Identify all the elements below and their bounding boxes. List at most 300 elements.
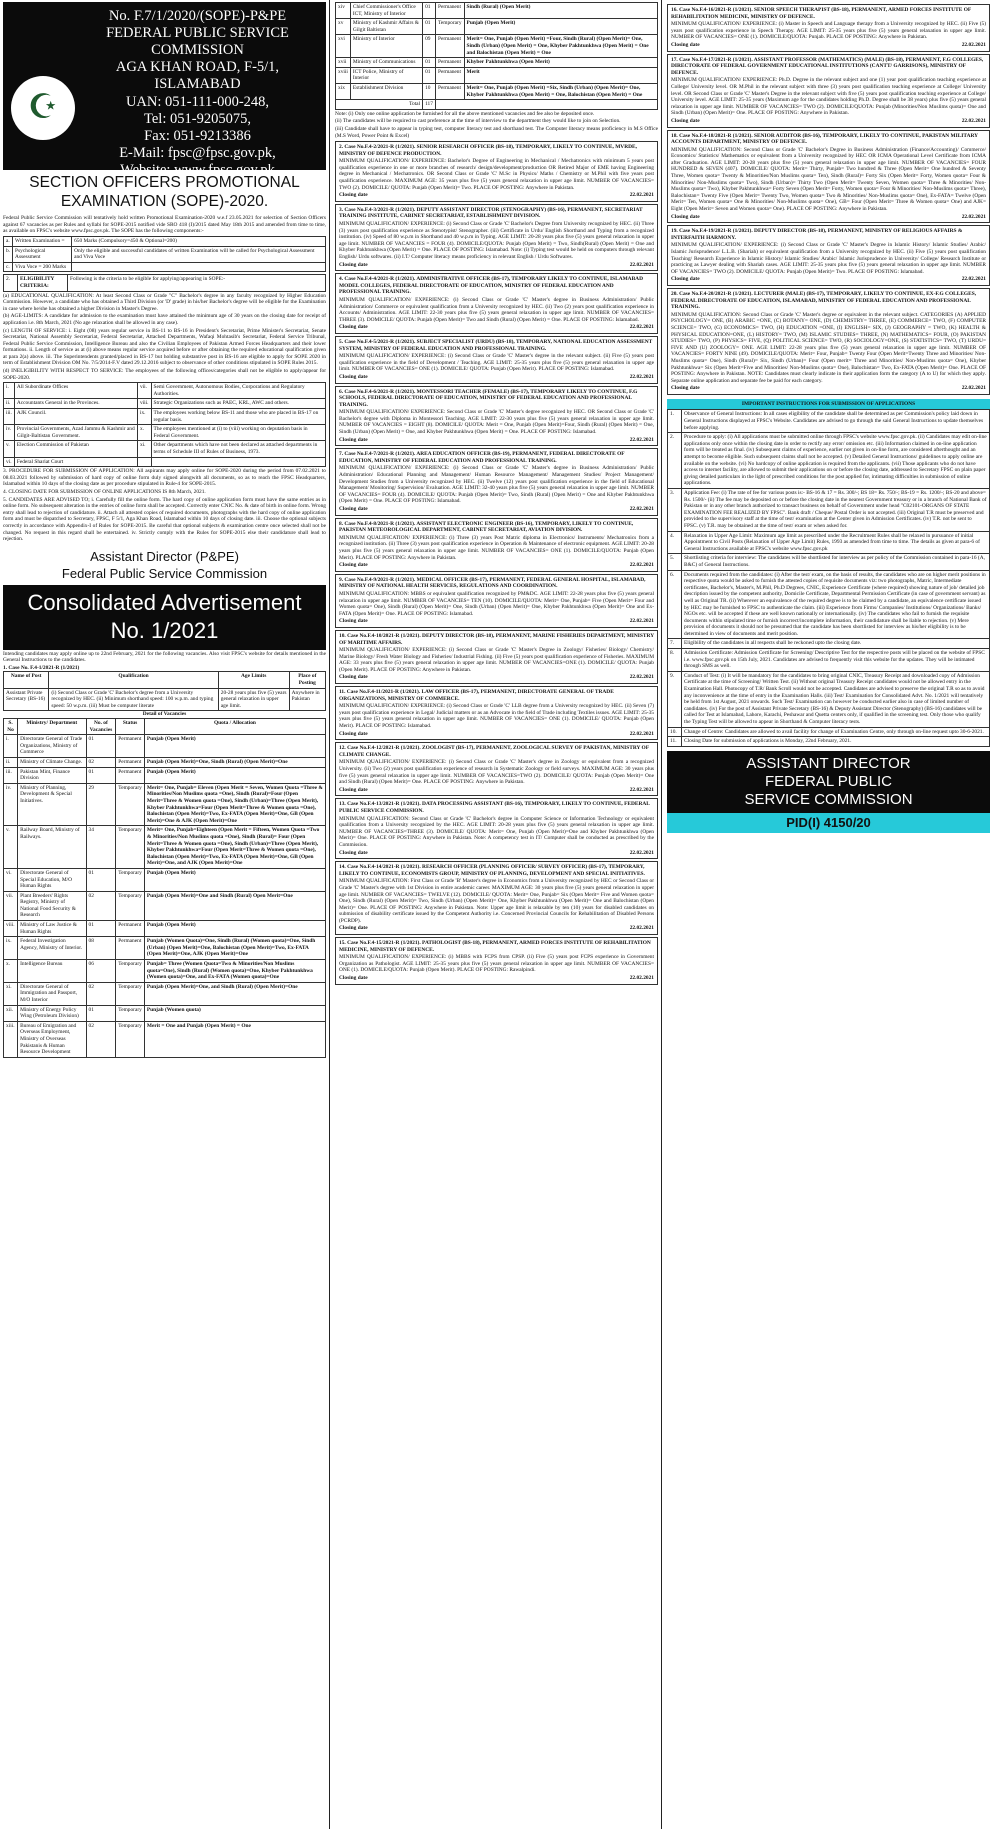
vacancy-cell: viii. xyxy=(4,921,18,937)
vacancy-table xyxy=(3,718,326,1058)
instruction-number: 3. xyxy=(668,489,682,532)
instruction-text: Conduct of Test: (i) It will be mandatory for the candidates to bring original CNIC, Treasury Receipt and downloaded copy of Admission Certificate at the time of Screening/ Written Test. (ii) Without original Treasury Receipt candidates would not be allowed entry in the Examination Hall. Photocopy of T.R/ Bank Scroll would not be accepted. Candidates are advised to preserve the original T.R so as to avoid any inconvenience at the time of entry in the Examination Halls. (iii) Test/ Examination for Consolidated Advt. No. 1/2021 will tentatively be held from 1st August, 2021 onwards. Such Test/ Examination can however be conducted earlier also in case of limited number of candidates. (iv) For the post of Assistant Private Secretary (BS-16) & Deputy Assistant Director (Stenography) (BS-16) candidates will be called for Test at Islamabad, Lahore, Karachi, Peshawar and Quetta centers only, if qualified in the screening test. Only those who qualify the Typing Test will be allowed to appear in Shorthand & Computer literacy tests. xyxy=(682,671,990,727)
closing-date-line xyxy=(339,562,654,569)
vacancy-cell: Temporary xyxy=(116,1021,145,1057)
case1-header-row xyxy=(4,672,326,688)
closing-date-label: Closing date xyxy=(339,730,368,737)
vacancy-cell: Permanent xyxy=(435,58,464,68)
case-heading: 7. Case No.F.4-7/2021-R (1/2021). AREA EDUCATION OFFICER (BS-19), PERMANENT, FEDERAL DIRECTORATE OF EDUCATION, MINISTRY OF FEDERAL EDUCATION AND PROFESSIONAL TRAINING. xyxy=(339,451,625,464)
component-cell: b. xyxy=(4,246,13,262)
instruction-number: 1. xyxy=(668,410,682,433)
case1-cell: 20-28 years plus five (5) years general relaxation in upper age limit. xyxy=(218,688,289,711)
case-heading: 17. Case No.F.4-17/2021-R (1/2021). ASSISTANT PROFESSOR (MATHEMATICS) (MALE) (BS-18), PERMANENT, F.G COLLEGES, DIRECTORATE OF FEDERAL GOVERNMENT EDUCATIONAL INSTITUTIONS (CANTT/ GARRISONS), MINISTRY OF DEFENCE. xyxy=(671,56,984,76)
closing-date-value: 22.02.2021 xyxy=(961,117,986,124)
component-cell: c. xyxy=(4,262,13,272)
note-item: (ii) The candidates will be required to cast preference at the time of interview to the department they would like to join on Selection. xyxy=(335,118,621,125)
vacancy-cell: v. xyxy=(4,826,18,869)
case-heading: 18. Case No.F.4-18/2021-R (1/2021). SENIOR AUDITOR (BS-16), TEMPORARY, LIKELY TO CONTINUE, PAKISTAN MILITARY ACCOUNTS DEPARTMENT, MINISTRY OF DEFENCE. xyxy=(671,132,978,146)
vacancy-cell: Ministry of Climate Change. xyxy=(18,758,86,768)
vacancy-cell: ICT Police, Ministry of Interior xyxy=(350,67,422,83)
table-row xyxy=(4,937,326,960)
component-cell: Written Examination = xyxy=(13,236,72,246)
vacancy-cell: Temporary xyxy=(116,891,145,920)
closing-date-label: Closing date xyxy=(339,786,368,793)
fpsc-header xyxy=(3,2,326,178)
case-block xyxy=(335,574,658,628)
instruction-row xyxy=(668,671,990,727)
case-heading: 14. Case No.F.4-14/2021-R (1/2021). RESEARCH OFFICER (PLANNING OFFICER/ SURVEY OFFICER) (BS-17), TEMPORARY, LIKELY TO CONTINUE, ECONOMISTS GROUP, MINISTRY OF PLANNING, DEVELOPMENT AND SPECIAL INITIATIVES. xyxy=(339,864,645,877)
case-text: MINIMUM QUALIFICATION/ EXPERIENCE: Bachelor's Degree of Engineering in Mechanical / Mechatronics with minimum 5 years post qualification experience in one or more branches of research/ design/development/production OR Retired Major of EME having Engineering degree in Mechanical / Mechatronics. OR Second Class or Grade 'C' M.Sc in Physics/ Maths / Chemistry or M.Phil with five years post qualification experience. MAXIMUM AGE: 35 years plus five (5) years general relaxation in upper age limit. NUMBER OF VACANCIES= TWO (2). DOMICILE/ QUOTA: Punjab (Open Merit)= Two. PLACE OF POSTING: Anywhere in Pakistan. xyxy=(339,158,654,191)
closing-date-line xyxy=(339,850,654,857)
closing-date-value: 22.02.2021 xyxy=(629,562,654,569)
table-row xyxy=(4,982,326,1005)
ineligible-cell: Provincial Governments, Azad Jammu & Kashmir and Gilgit-Baltistan Government. xyxy=(14,425,137,441)
closing-date-value: 22.02.2021 xyxy=(961,385,986,392)
instruction-text: Documents required from the candidates: (i) After the test/ exam, on the basis of results, the candidates who are on higher merit positions in respective quota would be asked to furnish the attested copies of requisite documents viz: two photographs, Matric, Intermediate certificates, Bachelor's, Master's, M.Phil, Ph.D Degrees, CNIC, Experience Certificate (where required) showing nature of job/ detailed job description issued by the competent authority, Domicile Certificate, Departmental Permission Certificate (in case of government servant) as well as Original TR. (ii) Wherever an equivalence of the required degree is to be claimed by a candidate, an equivalence certificate issued by HEC may be furnished to FPSC to authenticate the claim. (iii) Experience from Firms/ Companies/ Institutions/ Organizations/ Banks/ NGOs etc. will be accepted if these are well known nationally or internationally. (iv) The candidates who fail to furnish the requisite documents within stipulated time or furnish incorrect/incomplete information, their candidature shall be liable to rejection. (v) Mere provision of documents it should not be presumed that the candidate has been shortlisted for interview as his/her eligibility is to be determined in view of documents and merit position. xyxy=(682,570,990,639)
ineligible-cell: vii. xyxy=(137,383,151,399)
ineligible-cell: All Subordinate Offices xyxy=(14,383,137,399)
footer-line: ASSISTANT DIRECTOR xyxy=(746,754,911,772)
sope-title: SECTION OFFICERS PROMOTIONAL EXAMINATION (SOPE)-2020. xyxy=(29,174,300,210)
case-block xyxy=(335,141,658,202)
case-text: MINIMUM QUALIFICATION/ EXPERIENCE: (i) Second Class or Grade 'C' Master's Degree in Islamic History/ Islamic Studies/ Arabic/ Islamic Jurisprudence/ L.L.B. (Shariah) or equivalent qualification from a University recognized by HEC. (ii) Five (5) years post qualification Teaching/ Research Experience in Islamic History/ Islamic Studies/ Arabic/ Islamic Jurisprudence in University/ College/ Research Institute or practicing as Lawyer dealing with Shariah cases. AGE LIMIT: 25-35 years plus five (5) years general relaxation in upper age limit. NUMBER OF VACANCIES= TWO (2). DOMICILE/ QUOTA: Punjab (Open Merit)= Two. PLACE OF POSTING: Islamabad. xyxy=(671,242,986,275)
vacancy-cell: xi. xyxy=(4,982,18,1005)
vacancy-cell: xv xyxy=(336,19,351,35)
vacancy-cell: xix xyxy=(336,83,351,99)
sope-procedure-paragraph: 3. PROCEDURE FOR SUBMISSION OF APPLICATION: All aspirants may apply online for SOPE-2020 during the period from 07.02.2021 to 08.03.2021 followed by submission of hard copy of online form duly signed alongwith all documents, so as to reach the FPSC Headquarters, Islamabad within 10 days of the closing date as per procedure stipulated in Rule-4 for SOPE-2015. xyxy=(3,468,326,488)
vacancy-notes xyxy=(335,111,658,139)
instruction-text: Admission Certificate: Admission Certificate for Screening/ Descriptive Test for the respective posts will be placed on the website of FPSC i.e. www.fpsc.gov.pk on 15th July, 2021. Candidates are advised to frequently visit this website for the updates. They will be intimated through SMS as well. xyxy=(682,649,990,672)
vacancy-cell: iii. xyxy=(4,767,18,783)
footer-signature xyxy=(667,751,990,813)
case1-row xyxy=(4,688,326,711)
instruction-number: 5. xyxy=(668,554,682,570)
sope-intro: Federal Public Service Commission will tentatively hold written Promotional Examination-2020 w.e.f 23.05.2021 for selection of Section Officers against 67 vacancies as per Rules and syllabi for SOPE-2015 notified vide SRO 418 (I)/2015 dated May 18th 2015 and amended from time to time, as available on FPSC's website www.fpsc.gov.pk. The SOPE has the following components:- xyxy=(3,215,326,235)
vacancy-cell: Permanent xyxy=(116,937,145,960)
ineligible-cell: vi. xyxy=(4,457,15,467)
column-left xyxy=(0,0,330,1829)
instruction-row xyxy=(668,410,990,433)
ineligible-row xyxy=(4,457,326,467)
case-heading: 15. Case No.F.4-15/2021-R (1/2021). PATHOLOGIST (BS-18), PERMANENT, ARMED FORCES INSTITUTE OF REHABILITATION MEDICINE, MINISTRY OF DEFENCE. xyxy=(339,940,651,953)
closing-date-label: Closing date xyxy=(671,41,700,48)
sope-paragraph: (b) AGE-LIMITS: A candidate for admission to the examination must have attained the minimum age of 30 years on the closing date for receipt of application i.e. 8th March, 2021 (No age relaxation shall be allowed in any case). xyxy=(3,313,326,326)
vacancy-cell: Permanent xyxy=(116,735,145,758)
case-text: MINIMUM QUALIFICATION: MBBS or equivalent qualification recognized by PM&DC. AGE LIMIT: 22-28 years plus five (5) years general relaxation in upper age limit. NUMBER OF VACANCIES= TEN (10). DOMICILE/QUOTA: Merit= One, Punjab= Five (Open Merit= Four and Women quota= One), Sindh (Rural) (Open Merit)= One, Sindh (Urban) (Open Merit)= One, Khyber Pakhtunkhwa (Open Merit)= One and Ex-FATA (Open Merit)= One. PLACE OF POSTING: Islamabad. xyxy=(339,590,654,617)
vacancy-cell: 02 xyxy=(86,758,116,768)
header-line: FEDERAL PUBLIC SERVICE COMMISSION xyxy=(106,25,289,59)
closing-date-value: 22.02.2021 xyxy=(629,730,654,737)
case1-col-header: Age Limits xyxy=(218,672,289,688)
case-heading: 5. Case No.F.4-5/2021-R (1/2021). SUBJECT SPECIALIST (URDU) (BS-18), TEMPORARY, NATIONAL EDUCATION ASSESSMENT SYSTEM, MINISTRY OF FEDERAL EDUCATION AND PROFESSIONAL TRAINING. xyxy=(339,338,653,352)
vacancy-cell: Railway Board, Ministry of Railways. xyxy=(18,826,86,869)
header-line: Tel: 051-9205075, xyxy=(144,110,251,127)
vacancy-cell: 02 xyxy=(86,891,116,920)
case-heading: 19. Case No.F.4-19/2021-R (1/2021). DEPUTY DIRECTOR (BS-18), PERMANENT, MINISTRY OF RELIGIOUS AFFAIRS & INTERFAITH HARMONY. xyxy=(671,228,963,241)
closing-date-value: 22.02.2021 xyxy=(629,925,654,932)
case1-heading: 1. Case No. F.4-1/2021-R (1/2021) xyxy=(3,664,80,671)
cases-middle xyxy=(335,141,658,985)
closing-date-value: 22.02.2021 xyxy=(961,41,986,48)
sope-paragraph: (c) LENGTH OF SERVICE: i. Eight (08) years regular service in BS-11 to BS-16 in President's Secretariat, Prime Minister's Secretariat, Senate Secretariat, National Assembly Secretariat, Federal Secretariat, Attached Departments, Wafaqi Mohtasib's Secretariat, Federal Service Tribunal, Federal Public Service Commission, Intelligence Bureau and also the Civilian Employees of Pakistan Armed Forces Headquarters and their lower formations. ii. Length of service as at (i) above means regular service acquired before or after obtaining the required educational qualification given at para 2(a) above. iii. The Superintendents granted/placed in BS-17 but holding substantive post in BS-16 are eligible to apply for SOPE 2020 in term of Establishment Division OM No. 7/5/2014-F.V dated 29.12.2016 subject to observance of other conditions stipulated in SOPE Rules 2015. xyxy=(3,327,326,367)
closing-date-line xyxy=(671,385,986,392)
important-instructions-title: IMPORTANT INSTRUCTIONS FOR SUBMISSION OF APPLICATIONS xyxy=(667,399,990,410)
vacancy-col-header: Ministry/ Department xyxy=(18,719,86,735)
vacancy-cell: Temporary xyxy=(116,783,145,826)
vacancy-cell: i. xyxy=(4,735,18,758)
instruction-number: 6. xyxy=(668,570,682,639)
closing-date-value: 22.02.2021 xyxy=(629,506,654,512)
case-block xyxy=(667,130,990,224)
ineligible-cell: ix. xyxy=(137,409,151,425)
sope-paragraph: (a) EDUCATIONAL QUALIFICATION: At least Second Class or Grade "C" Bachelor's degree in any faculty recognized by Higher Education Commission. However, a candidate who has obtained a Third Division (or 'D' grade) in his/her Bachelor's degree will be eligible for the Examination in case where he/she has obtained a higher Division in Master's Degree. xyxy=(3,292,326,312)
closing-date-value: 22.02.2021 xyxy=(629,975,654,982)
vacancy-cell: Khyber Pakhtunkhwa (Open Merit) xyxy=(464,58,657,68)
vacancy-cell: Temporary xyxy=(435,19,464,35)
case-heading: 8. Case No.F.4-8/2021-R (1/2021). ASSISTANT ELECTRONIC ENGINEER (BS-16), TEMPORARY, LIKELY TO CONTINUE, PAKISTAN METEOROLOGICAL DEPARTMENT, CABINET SECRETARIAT, AVIATION DIVISION. xyxy=(339,520,634,534)
vacancy-cell: Merit= One, Punjab=Eighteen (Open Merit = Fifteen, Women Quota =Two & Minorities/Non Muslims quota =One), Sindh (Rural)= Four (Open Merit=Three & Women quota =One), Sindh (Urban)=Three (Open Merit), Khyber Pakhtunkhwa=Four (Open Merit=Three & Women quota =One), Balochistan (Open Merit)=Two, Ex-FATA (Open Merit)=One, GB (Open Merit)=One, and AJK (Open Merit)=One xyxy=(144,826,325,869)
instruction-row xyxy=(668,433,990,489)
closing-date-line xyxy=(339,374,654,381)
closing-date-value: 22.02.2021 xyxy=(629,373,654,380)
table-row xyxy=(336,58,658,68)
table-row xyxy=(4,960,326,983)
table-row xyxy=(4,868,326,891)
closing-date-line xyxy=(339,674,654,681)
sope-procedure xyxy=(3,468,326,543)
vacancy-cell: Ministry of Energy Policy Wing (Petroleum Division) xyxy=(18,1005,86,1021)
component-cell xyxy=(72,262,326,272)
case1-cell: (i) Second Class or Grade 'C' Bachelor's degree from a University recognized by HEC. (ii) Minimum shorthand speed: 100 w.p.m. and typing speed: 50 w.p.m. (iii) Must be computer literate xyxy=(49,688,218,711)
closing-date-label: Closing date xyxy=(671,276,700,283)
ineligible-row xyxy=(4,441,326,457)
vacancy-cell: xiv xyxy=(336,3,351,19)
case1-cell: Anywhere in Pakistan xyxy=(289,688,325,711)
vacancy-cell: 01 xyxy=(423,3,436,19)
instruction-number: 10. xyxy=(668,727,682,737)
table-row xyxy=(4,826,326,869)
vacancy-cell: Punjab= Three (Women Quota=Two & Minorities/Non Muslims quota=One), Sindh (Rural) (Women quota)=One, Khyber Pakhtunkhwa (Women quota)=One, and Ex-FATA (Women quota)=One xyxy=(144,960,325,983)
case-text: MINIMUM QUALIFICATION/ EXPERIENCE: (i) Master in Speech and Language therapy from a University recognized by HEC. (ii) Five (5) years post qualification experience in Speech Therapy. AGE LIMIT: 25-35 years plus five (5) years general relaxation in upper age limit. NUMBER OF VACANCIES= ONE (1). DOMICILE/QUOTA: Punjab. PLACE OF POSTING: Anywhere in Pakistan. xyxy=(671,21,986,41)
vacancy-col-header: S. No xyxy=(4,719,18,735)
vacancy-cell: Permanent xyxy=(116,767,145,783)
vacancy-cell: iv. xyxy=(4,783,18,826)
ineligible-cell xyxy=(151,457,325,467)
vacancy-cell: Punjab (Open Merit)=One, Sindh (Rural) (Open Merit)=One xyxy=(144,758,325,768)
footer-line: FEDERAL PUBLIC xyxy=(765,772,892,790)
closing-date-value: 22.02.2021 xyxy=(629,192,654,199)
case-text: MINIMUM QUALIFICATION/ EXPERIENCE: Second Class or Grade 'C' Master's degree recognized by HEC. OR Second Class or Grade 'C' Bachelor's degree with Diploma in Montessori Teaching. AGE LIMIT: 22-30 years plus five (5) years general relaxation in upper age limit. NUMBER OF VACANCIES = EIGHT (8). DOMICILE/ QUOTA: Merit = One, Punjab (Open Merit)=Four, Sindh (Rural) (Open Merit) = One, Sindh (Urban) (Open Merit) = One, and Khyber Pakhtunkhwa (Open Merit) = One. PLACE OF POSTING: Islamabad. xyxy=(339,409,654,436)
closing-date-label: Closing date xyxy=(339,324,368,331)
instruction-row xyxy=(668,727,990,737)
component-cell: 650 Marks (Compulsory=450 & Optional=200) xyxy=(72,236,326,246)
vacancy-cell: Punjab (Open Merit) xyxy=(144,767,325,783)
instructions-table xyxy=(667,409,990,746)
case-text: MINIMUM QUALIFICATION/ EXPERIENCE: (i) MBBS with FCPS from CPSP. (ii) Five (5) years post FCPS experience in Government Organization as Pathologist. AGE LIMIT: 25-35 years plus five (5) years general relaxation in upper age limit. NUMBER OF VACANCIES= ONE (1). DOMICILE/QUOTA: Punjab (Open Merit). PLACE OF POSTING: Rawalpindi. xyxy=(339,954,654,974)
vacancy-table-cont xyxy=(335,2,658,110)
vacancy-cell: Permanent xyxy=(116,921,145,937)
ineligible-cell: The employees working below BS-11 and those who are placed in BS-17 on regular basis. xyxy=(151,409,325,425)
closing-date-value: 22.02.2021 xyxy=(629,786,654,793)
vacancy-cell: 02 xyxy=(86,1021,116,1057)
instruction-number: 9. xyxy=(668,671,682,727)
closing-date-label: Closing date xyxy=(671,117,700,124)
component-cell: a. xyxy=(4,236,13,246)
closing-date-label: Closing date xyxy=(339,506,368,512)
ineligible-cell: iv. xyxy=(4,425,15,441)
component-cell: Psychological Assessment xyxy=(13,246,72,262)
vacancy-cell: xviii xyxy=(336,67,351,83)
vacancy-cell: Directorate General of Immigration and Passport, M/O Interior xyxy=(18,982,86,1005)
ineligible-cell: The employees mentioned at (i) to (viii) working on deputation basis in Federal Government. xyxy=(151,425,325,441)
closing-date-line xyxy=(339,437,654,444)
vacancy-cell: Ministry of Law Justice & Human Rights xyxy=(18,921,86,937)
instruction-row xyxy=(668,649,990,672)
case-text: MINIMUM QUALIFICATION/ EXPERIENCE: Ph.D. Degree in the relevant subject and one (1) year post qualification teaching experience at College/ University level. OR M.Phil in the relevant subject with three (3) years post qualification teaching experience at College/ University level. OR Second Class or Grade 'C' Master's Degree in the relevant subject with five (5) years post qualification teaching experience at College/ University level. AGE LIMIT: 25-35 years (Maximum age for the candidates holding Ph.D. Degree shall be 38 years) plus five (5) years general relaxation in upper age limit. NUMBER OF VACANCIES= TWO (2). DOMICILE/QUOTA: Punjab (Minorities/Non Muslims quota)= One and Sindh (Urban) (Open Merit)= One. PLACE OF POSTING: Anywhere in Pakistan. xyxy=(671,77,986,117)
vacancy-cell: Merit= One, Punjab (Open Merit) =Six, Sindh (Urban) (Open Merit)= One, Khyber Pakhtunkhwa (Open Merit) = One, Balochistan (Open Merit) = One xyxy=(464,83,657,99)
closing-date-label: Closing date xyxy=(339,261,368,268)
table-row xyxy=(336,19,658,35)
closing-date-line xyxy=(671,118,986,125)
vacancy-cell: 34 xyxy=(86,826,116,869)
case-heading: 16. Case No.F.4-16/2021-R (1/2021). SENIOR SPEECH THERAPIST (BS-18), PERMANENT, ARMED FORCES INSTITUTE OF REHABILITATION MEDICINE, MINISTRY OF DEFENCE. xyxy=(671,7,972,20)
vacancy-col-header: No. of Vacancies xyxy=(86,719,116,735)
vacancy-cell: xvii xyxy=(336,58,351,68)
closing-date-line xyxy=(671,276,986,283)
table-row xyxy=(336,3,658,19)
closing-date-label: Closing date xyxy=(671,213,700,220)
case-block xyxy=(335,273,658,334)
case-block xyxy=(335,518,658,572)
case-block xyxy=(335,336,658,384)
vacancy-cell: 01 xyxy=(86,868,116,891)
vacancy-cell: 08 xyxy=(86,937,116,960)
vacancy-cell: Permanent xyxy=(435,83,464,99)
vacancy-col-header: Quota / Allocation xyxy=(144,719,325,735)
closing-date-value: 22.02.2021 xyxy=(961,276,986,283)
vacancy-cell: Bureau of Emigration and Overseas Employment, Ministry of Overseas Pakistanis & Human Resource Development xyxy=(18,1021,86,1057)
total-value: 117 xyxy=(423,100,436,110)
ineligible-cell: Accountants General in the Provinces. xyxy=(14,399,137,409)
case-block xyxy=(335,686,658,740)
vacancy-cell: Punjab (Open Merit) xyxy=(464,19,657,35)
closing-date-label: Closing date xyxy=(339,192,368,199)
vacancy-cell: Punjab (Open Merit) xyxy=(144,868,325,891)
vacancy-cell: xiii. xyxy=(4,1021,18,1057)
vacancy-cell: Temporary xyxy=(116,982,145,1005)
vacancy-cell: Ministry of Planning, Development & Special Initiatives. xyxy=(18,783,86,826)
instruction-text: Eligibility of the candidates in all respects shall be reckoned upto the closing date. xyxy=(682,639,990,649)
case-heading: 12. Case No.F.4-12/2021-R (1/2021). ZOOLOGIST (BS-17), PERMANENT, ZOOLOGICAL SURVEY OF PAKISTAN, MINISTRY OF CLIMATE CHANGE. xyxy=(339,745,649,758)
ineligible-cell: Other departments which have not been declared as attached departments in terms of Schedule III of Rules of Business, 1973. xyxy=(151,441,325,457)
case-text: MINIMUM QUALIFICATION/ EXPERIENCE: (i) Second Class or Grade 'C' LLB degree from a University recognized by HEC. (ii) Seven (7) years post qualification experience in Legal/ Judicial matters or as an Advocate in the field of Trade including Textiles issues. AGE LIMIT: 25-35 years plus five (5) years general relaxation in upper age limit. NUMBER OF VACANCIES= ONE (1). DOMICILE/ QUOTA: Punjab (Open Merit). PLACE OF POSTING: Islamabad. xyxy=(339,703,654,730)
case-block xyxy=(335,448,658,515)
pid-number: PID(I) 4150/20 xyxy=(667,813,990,833)
header-line: E-Mail: fpsc@fpsc.gov.pk, xyxy=(119,144,276,161)
instruction-row xyxy=(668,737,990,747)
closing-date-value: 22.02.2021 xyxy=(629,436,654,443)
case-heading: 20. Case No.F.4-20/2021-R (1/2021). LECTURER (MALE) (BS-17), TEMPORARY, LIKELY TO CONTINUE, EX-F.G COLLEGES, FEDERAL DIRECTORATE OF EDUCATION, ISLAMABAD, MINISTRY OF FEDERAL EDUCATION AND PROFESSIONAL TRAINING. xyxy=(671,290,977,311)
closing-date-label: Closing date xyxy=(671,385,700,392)
case-text: MINIMUM QUALIFICATION/ EXPERIENCE: (i) Second Class or Grade 'C' Master's degree in Zoology or equivalent from a recognized University. (ii) Two (2) years post qualification experience of research in Systematic Zoology or field surveys. MAXIMUM AGE: 30 years plus five (5) years general relaxation in upper age limit. NUMBER OF VACANCIES=TWO (2). DOMICILE/ QUOTA: Punjab (Open Merit)= One and Sindh (Rural) (Open Merit)= One. PLACE OF POSTING: Anywhere in Pakistan. xyxy=(339,759,654,786)
vacancy-cell: 01 xyxy=(86,767,116,783)
instruction-number: 7. xyxy=(668,639,682,649)
vacancy-cell: Merit= One, Punjab= Eleven (Open Merit = Seven, Women Quota =Three & Minorities/Non Muslims quota =One), Sindh (Rural)=Four (Open Merit=Three & Women quota =One), Sindh (Urban)=Three (Open Merit), Khyber Pakhtunkhwa=Four (Open Merit=Three & Women quota =One), Balochistan (Open Merit)=Two, Ex-FATA (Open Merit)=One, GB (Open Merit)=One & AJK (Open Merit)=One xyxy=(144,783,325,826)
case-block xyxy=(335,798,658,859)
component-cell: Only the eligible and successful candidates of written Examination will be called for Psychological Assessment and Viva Voce xyxy=(72,246,326,262)
vacancy-cell: 10 xyxy=(423,83,436,99)
column-right xyxy=(664,0,993,1829)
eligibility-criteria: 2. ELIGIBILITY CRITERIA: Following is the criteria to be eligible for applying/appearing in SOPE:- xyxy=(3,274,326,291)
vacancy-cell: 06 xyxy=(86,960,116,983)
closing-date-line xyxy=(339,618,654,625)
vacancy-cell: xii. xyxy=(4,1005,18,1021)
vacancy-cell: Sindh (Rural) (Open Merit) xyxy=(464,3,657,19)
closing-date-line xyxy=(339,262,654,269)
case-block xyxy=(667,4,990,52)
case-text: MINIMUM QUALIFICATION/ EXPERIENCE: (i) Three (3) years Post Matric diploma in Electronics/ Instruments/ Mechatronics from a recognized institution. (ii) Three (3) years post qualification experience in Operation & Maintenance of electronic equipment. AGE LIMIT: 20-28 years plus five (5) years general relaxation in upper age limit. NUMBER OF VACANCIES= ONE (1). DOMICILE/QUOTA: Punjab (Open Merit). PLACE OF POSTING: Anywhere in Pakistan. xyxy=(339,534,654,561)
component-row xyxy=(4,262,326,272)
case1-col-header: Qualification xyxy=(49,672,218,688)
vacancy-cell: Permanent xyxy=(435,3,464,19)
case-heading: 2. Case No.F.4-2/2021-R (1/2021). SENIOR RESEARCH OFFICER (BS-18), TEMPORARY, LIKELY TO CONTINUE, MVRDE, MINISTRY OF DEFENCE PRODUCTION. xyxy=(339,144,637,157)
ineligible-cell: Strategic Organizations such as PAEC, KRL, AWC and others. xyxy=(151,399,325,409)
component-row xyxy=(4,246,326,262)
closing-date-label: Closing date xyxy=(339,975,368,982)
vacancy-cell: Pakistan Mint, Finance Division xyxy=(18,767,86,783)
vacancy-cell: Ministry of Interior xyxy=(350,35,422,58)
case-block xyxy=(335,742,658,796)
ineligible-cell xyxy=(137,457,151,467)
component-row xyxy=(4,236,326,246)
vacancy-cell: Temporary xyxy=(116,1005,145,1021)
vacancy-cell: Permanent xyxy=(116,758,145,768)
table-row xyxy=(4,783,326,826)
vacancy-cell: Directorate General of Special Education, M/O Human Rights xyxy=(18,868,86,891)
instruction-text: Closing Date for submission of applications is Monday, 22nd February, 2021. xyxy=(682,737,990,747)
table-row xyxy=(336,67,658,83)
closing-date-line xyxy=(671,42,986,49)
case1-table xyxy=(3,671,326,711)
case-block xyxy=(335,861,658,935)
vacancy-total-row xyxy=(336,100,658,110)
ineligible-cell: Semi Government, Autonomous Bodies, Corporations and Regulatory Authorities. xyxy=(151,383,325,399)
component-cell: Viva Voce = 200 Marks xyxy=(13,262,72,272)
vacancy-cell: Merit xyxy=(464,67,657,83)
column-middle xyxy=(332,0,662,1829)
closing-date-value: 22.02.2021 xyxy=(629,261,654,268)
vacancy-header-row xyxy=(4,719,326,735)
table-row xyxy=(336,35,658,58)
vacancy-cell: 01 xyxy=(423,19,436,35)
vacancy-cell: 29 xyxy=(86,783,116,826)
sope-paragraph: (d) INELIGIBILITY WITH RESPECT TO SERVICE: The employees of the following offices/categories shall not be eligible to apply/appear for SOPE-2020. xyxy=(3,368,326,381)
closing-date-line xyxy=(339,192,654,199)
case-text: MINIMUM QUALIFICATION: Second Class or Grade 'C' Master's degree or equivalent in the relevant subject. CATEGORIES (A) APPLIED PSYCHOLOGY= ONE, (B) ARABIC =ONE, (C) BOTANY= ONE, (D) CHEMISTRY= THREE, (E) COMMERCE= TWO, (F) COMPUTER SCIENCE= TWO, (G) ECONOMICS= TWO, (H) EDUCATION =ONE, (I) ENGLISH= SIX, (J) GEOGRAPHY = TWO, (K) HEALTH & PHYSICAL EDUCATION=ONE, (L) HISTORY= TWO, (M) ISLAMIC STUDIES= THREE, (N) MATHEMATICS= FOUR, (O) PAKISTAN STUDIES= TWO, (P) PHYSICS= FIVE, (Q) POLITICAL SCIENCE= TWO, (R) SOCIOLOGY=ONE, (S) STATISTICS= TWO, (T) URDU= FIVE AND (U) ZOOLOGY= ONE. AGE LIMIT: 22-28 years plus five (5) years general relaxation in upper age limit. NUMBER OF VACANCIES= FORTY NINE (49). DOMICILE/QUOTA: Merit= Four, Punjab= Twenty Four (Open Merit=Twenty Three and Minorities/ Non-Muslims quota= One), Sindh (Rural)= Six, Sindh (Urban)= Four (Open merit= Three and Minorities/ Non-Muslims quota= One), Khyber Pakhtunkhwa= Six (Open Merit=Five and Minorities/ Non-Muslims quota= One), Balochistan= Two, Ex-FATA (Open Merit)= One. PLACE OF POSTING: Anywhere in Pakistan. NOTE: Candidates must clearly indicate in their application form the category (A to U) for which they apply. Separate online application and separate fee be paid for each category. xyxy=(671,311,986,384)
vacancy-cell: Punjab (Open Merit) xyxy=(144,735,325,758)
note-item: Note: (i) Only one online application be furnished for all the above mentioned vacancies and fee also be deposited once. xyxy=(335,110,595,117)
ineligible-cell: x. xyxy=(137,425,151,441)
header-line: UAN: 051-111-000-248, xyxy=(125,93,270,110)
vacancy-cell: vii. xyxy=(4,891,18,920)
vacancy-cell: 02 xyxy=(86,982,116,1005)
case-heading: 11. Case No.F.4-11/2021-R (1/2021). LAW OFFICER (BS-17), PERMANENT, DIRECTORATE GENERAL OF TRADE ORGANIZATIONS, MINISTRY OF COMMERCE. xyxy=(339,689,614,702)
fpsc-emblem-icon: ☪ xyxy=(11,76,75,140)
ineligible-cell: viii. xyxy=(137,399,151,409)
vacancy-cell: Directorate General of Trade Organizations, Ministry of Commerce xyxy=(18,735,86,758)
note-item: (iii) Candidate shall have to appear in typing test, computer literacy test and shorthand test. The Computer literacy means proficiency in M.S Office (M.S Word, Power Point & Excel) xyxy=(335,125,658,139)
closing-date-label: Closing date xyxy=(339,562,368,569)
instruction-number: 2. xyxy=(668,433,682,489)
vacancy-cell: 01 xyxy=(423,67,436,83)
case-heading: 9. Case No.F.4-9/2021-R (1/2021). MEDICAL OFFICER (BS-17), PERMANENT, FEDERAL GENERAL HOSPITAL, ISLAMABAD, MINISTRY OF NATIONAL HEALTH SERVICES, REGULATIONS AND COORDINATION. xyxy=(339,576,646,590)
case1-cell: Assistant Private Secretary (BS-16) xyxy=(4,688,49,711)
sope-procedure-paragraph: 4. CLOSING DATE FOR SUBMISSION OF ONLINE APPLICATIONS IS 8th March, 2021. xyxy=(3,488,206,495)
instruction-row xyxy=(668,570,990,639)
ineligible-cell: iii. xyxy=(4,409,15,425)
vacancy-cell: 09 xyxy=(423,35,436,58)
table-row xyxy=(4,921,326,937)
closing-date-line xyxy=(339,787,654,794)
vacancy-cell: Federal Investigation Agency, Ministry of Interior. xyxy=(18,937,86,960)
vacancy-cell: Temporary xyxy=(116,826,145,869)
vacancy-cell: Temporary xyxy=(116,960,145,983)
closing-date-label: Closing date xyxy=(339,618,368,625)
sope-procedure-paragraph: 5. CANDIDATES ARE ADVISED TO; i. Carefully fill the online form. The hard copy of online application form must have the same entries as in online form. No subsequent alteration in the entries of online form shall be accepted. Correctly enter CNIC No. & date of birth in online form. Wrong entry shall lead to rejection of candidature. ii. Attach all attested copies of required documents, photographs with the hard copy of online application form and must be dispatched to Secretary, FPSC, F 5/1, Aga Khan Road, Islamabad within 10 days of closing date. iii. Choose the optional subjects correctly in accordance with Appendix-I of Rules for SOPE-2015. Be careful that optional subjects & examination centre once selected shall not be changed. No request in this regard shall be entertained. iv. Strictly comply with the Rules for SOPE-2015 else their candidature shall lead to rejection. xyxy=(3,496,326,543)
table-row xyxy=(4,1021,326,1057)
case-block xyxy=(335,937,658,985)
closing-date-value: 22.02.2021 xyxy=(629,849,654,856)
instruction-number: 11. xyxy=(668,737,682,747)
case1-col-header: Name of Post xyxy=(4,672,49,688)
instruction-text: Procedure to apply: (i) All applications must be submitted online through FPSC's website www.fpsc.gov.pk. (ii) Candidates may edit on-line applications only once within the closing date in order to rectify any error/ omission etc. (iii) Information claimed in on-line application form will be treated as final. (iv) Subsequent claims of experience, earlier not given in on-line form, are considered afterthought and an attempt to become eligible. Such subsequent claims shall not be accepted. (v) Detailed General Instructions/ guidelines to apply online are available on the website. (vi) No hardcopy of online application is required from the applicants. (vii) Those applicants who do not have access to internet facility, are allowed to submit their applications on or before the closing date, addressed to Secretary FPSC on plain paper giving detailed particulars in the light of prescribed conditions for the post applied for, intimating difficulties in submission of online applications. xyxy=(682,433,990,489)
ineligible-cell: Federal Shariat Court xyxy=(14,457,137,467)
vacancy-cell: x. xyxy=(4,960,18,983)
closing-date-line xyxy=(339,731,654,738)
case-text: MINIMUM QUALIFICATION: Second Class or Grade 'C' Bachelor's degree in Computer Science or Information Technology or equivalent qualification from a University recognized by the HEC. AGE LIMIT: 20-28 years plus five (5) years general relaxation in upper age limit. NUMBER OF VACANCIES=THREE (3). DOMICILE/ QUOTA: Merit= One, Punjab (Open Merit)=One and Khyber Pakhtunkhwa (Open Merit)= One. PLACE OF POSTING: Anywhere in Pakistan. Note: A competency test in IT/ Computer shall be conducted as prescribed by the Commission. xyxy=(339,815,654,848)
vacancy-col-header: Status xyxy=(116,719,145,735)
case-block xyxy=(335,630,658,684)
vacancy-cell: Chief Commissioner's Office ICT, Ministry of Interior xyxy=(350,3,422,19)
instruction-row xyxy=(668,639,990,649)
closing-date-label: Closing date xyxy=(339,849,368,856)
vacancy-cell: Merit= One, Punjab (Open Merit) =Four, Sindh (Rural) (Open Merit)= One, Sindh (Urban) (Open Merit) = One, Khyber Pakhtunkhwa (Open Merit) = One and Balochistan (Open Merit) = One xyxy=(464,35,657,58)
vacancy-cell: Plant Breeders' Rights Registry, Ministry of National Food Security & Research xyxy=(18,891,86,920)
instruction-row xyxy=(668,554,990,570)
case-heading: 13. Case No.F.4-13/2021-R (1/2021). DATA PROCESSING ASSISTANT (BS-16), TEMPORARY, LIKELY TO CONTINUE, FEDERAL PUBLIC SERVICE COMMISSION. xyxy=(339,801,650,814)
case-block xyxy=(335,204,658,271)
ineligible-row xyxy=(4,425,326,441)
header-line: Fax: 051-9213386 xyxy=(144,127,251,144)
header-line: Website: www.fpsc.gov.pk xyxy=(120,161,275,178)
vacancy-cell: Permanent xyxy=(435,67,464,83)
closing-date-value: 22.02.2021 xyxy=(629,324,654,331)
consolidated-intro: Intending candidates may apply online up to 22nd February, 2021 for the following vacancies. Also visit FPSC's website for details mentioned in the General Instructions to the candidates. xyxy=(3,650,326,664)
instruction-text: Relaxation in Upper Age Limit: Maximum age limit as prescribed under the Recruitment Rules shall be relaxed in pursuance of initial Appointment to Civil Posts (Relaxation of Upper Age Limit) Rules, 1993 as amended from time to time. The details as given at para-6 of General Instructions available at FPSC's website www.fpsc.gov.pk xyxy=(682,531,990,554)
closing-date-line xyxy=(339,925,654,932)
ineligible-row xyxy=(4,383,326,399)
vacancy-cell: Punjab (Open Merit)=One, and Sindh (Rural) (Open Merit)=One xyxy=(144,982,325,1005)
vacancy-cell: Punjab (Open Merit)=One and Sindh (Rural) Open Merit=One xyxy=(144,891,325,920)
case-heading: 10. Case No.F.4-10/2021-R (1/2021). DEPUTY DIRECTOR (BS-18), PERMANENT, MARINE FISHERIES DEPARTMENT, MINISTRY OF MARITIME AFFAIRS. xyxy=(339,632,654,646)
table-row xyxy=(336,83,658,99)
footer-line: SERVICE COMMISSION xyxy=(744,790,913,808)
closing-date-value: 22.02.2021 xyxy=(629,618,654,625)
closing-date-line xyxy=(339,324,654,331)
consolidated-banner: Consolidated Advertisement No. 1/2021 xyxy=(3,585,326,650)
case-text: MINIMUM QUALIFICATION: Second Class or Grade 'C' Bachelor's Degree in Business Administration (Finance/Accounting)/ Commerce/ Economics/ Statistics/ Mathematics or equivalent from a University recognized by HEC OR ICMA Operational Level Certificate from ICMA after Graduation. AGE LIMIT: 20-28 years plus five (5) years general relaxation in upper age limit. NUMBER OF VACANCIES= FOUR HUNDRED & SEVEN (407). DOMICILE/ QUOTA: Merit= Thirty, Punjab= Two hundred & Three (Open Merit= One hundred & Seventy Three, Women quota= Twenty & Minorities/Non Muslims quota= Ten), Sindh (Rural)= Forty Six (Open Merit= Forty, Women quota= Four & Minorities/ Non-Muslims quota= Two), Sindh (Urban)= Thirty Two (Open Merit= Twenty Seven, Women quota= Three & Minorities/ Non-Muslims quota= Two), Khyber Pakhtunkhwa= Forty Seven (Open Merit= Forty, Women quota= Four & Minorities/ Non-Muslims quota= Three), Balochistan= Twenty Five (Open Merit= Twenty Two, Women quota= Two & Minorities/ Non-Muslims quota= One), Ex-FATA= Twelve (Open Merit= Ten, Women quota= One & Minorities/ Non-Muslims quota= One), GB= Four (Open Merit= Three & Women quota= One) and AJK= Eight (Open Merit= Seven and Women quota= One). PLACE OF POSTING: Anywhere in Pakistan. xyxy=(671,146,986,213)
case-block xyxy=(667,225,990,286)
